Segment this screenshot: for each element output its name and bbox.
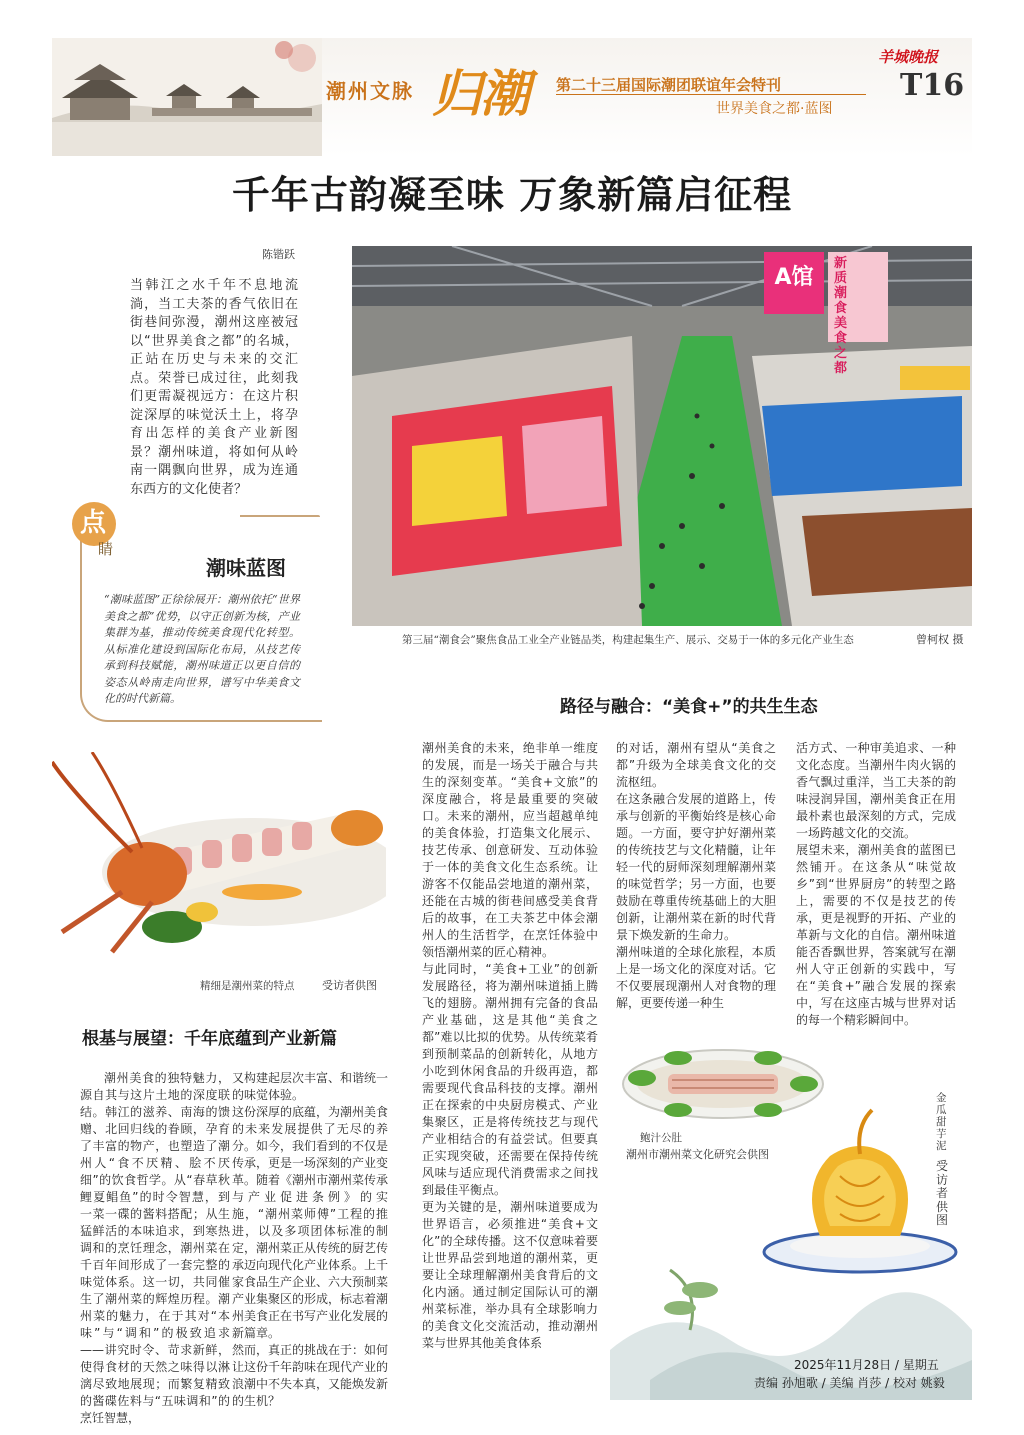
abalone-dish-credit: 潮州市潮州菜文化研究会供图	[626, 1148, 769, 1161]
taro-pumpkin-credit: 受访者供图	[936, 1159, 949, 1227]
highlight-text: “潮味蓝图”正徐徐展开：潮州依托“世界美食之都”优势，以守正创新为核，产业集群为基，推动传统美食现代化转型。从标准化建设到国际化布局，从技艺传承到科技赋能，潮州味道正以更自信的姿态从岭南走向世界，谱写中华美食文化的时代新篇。	[104, 593, 300, 705]
section2-title: 路径与融合：“美食+”的共生生态	[560, 697, 818, 717]
expo-sign-b: 新质潮食美食之都	[834, 256, 848, 376]
expo-hall-photo	[352, 246, 972, 626]
abalone-dish-caption: 鲍汁公肚	[640, 1132, 682, 1144]
intro-paragraph: 当韩江之水千年不息地流淌，当工夫茶的香气依旧在街巷间弥漫，潮州这座被冠以“世界美食之都”的名城，正站在历史与未来的交汇点。荣誉已成过往，此刻我们更需凝视远方：在这片积淀深厚的味觉沃土上，将孕育出怎样的美食产业新图景？潮州味道，将如何从岭南一隅飘向世界，成为连通东西方的文化使者？	[130, 278, 298, 497]
taro-pumpkin-caption: 金瓜甜芋泥	[936, 1092, 947, 1152]
expo-sign-a: A馆	[774, 265, 814, 290]
section2-column-3: 活方式、一种审美追求、一种文化态度。当潮州牛肉火锅的香气飘过重洋，当工夫茶的韵味浸润异国，潮州美食正在用最朴素也最深刻的方式，完成一场跨越文化的交流。 展望未来，潮州美食的蓝图已然铺开。在这条从“味觉故乡”到“世界厨房”的转型之路上，需要的不仅是技艺的传承，更是视野的开拓、产业的革新与文化的自信。潮州味道能否香飘世界，答案就写在潮州人守正创新的实践中，写在“美食+”融合发展的探索中，写在这座古城与世界对话的每一个精彩瞬间中。	[796, 741, 956, 1027]
footer-date: 2025年11月28日 / 星期五	[794, 1358, 939, 1372]
special-issue-title: 第二十三届国际潮团联谊年会特刊	[556, 76, 782, 94]
main-headline: 千年古韵凝至味 万象新篇启征程	[231, 172, 793, 217]
highlight-rule	[240, 515, 320, 517]
footer-editors: 责编 孙旭歌 / 美编 肖莎 / 校对 姚毅	[754, 1376, 945, 1390]
guichao-logo: 归潮	[432, 64, 528, 123]
expo-photo-credit: 曾柯权 摄	[916, 633, 964, 646]
section1-column-b: 又构建起层次丰富、和谐统一的味觉体验。 这份深厚的底蕴，为潮州美食的未来发展提供了无尽的养分。如今，我们看到的不仅是传承，更是一场深刻的产业变革。随着《潮州市潮州菜传承与产业促进条例》的实施，“潮州菜师傅”工程的推进，以及多项团体标准的制定，潮州菜正从传统的厨艺传承迈向现代化产业体系。上千家食品生产企业、六大预制菜产业集聚区的形成，标志着潮州美食正在书写产业化发展的新篇章。 然而，真正的挑战在于：如何让这份千年韵味在现代产业的浪潮中不失本真，又能焕发新的生机？	[232, 1071, 389, 1408]
column-name: 潮州文脉	[326, 79, 414, 103]
section-subtitle: 世界美食之都·蓝图	[716, 101, 833, 117]
lobster-photo-caption: 精细是潮州菜的特点	[200, 980, 295, 992]
lobster-dish-photo	[52, 752, 386, 970]
dian-label: 点	[80, 508, 107, 538]
section1-title: 根基与展望：千年底蕴到产业新篇	[82, 1029, 337, 1049]
expo-photo-caption: 第三届“潮食会”聚焦食品工业全产业链品类，构建起集生产、展示、交易于一体的多元化产业生态	[402, 634, 854, 646]
section2-column-2: 的对话，潮州有望从“美食之都”升级为全球美食文化的交流枢纽。 在这条融合发展的道路上，传承与创新的平衡始终是核心命题。一方面，要守护好潮州菜的传统技艺与文化精髓，让年轻一代的厨师深刻理解潮州菜的味觉哲学；另一方面，也要鼓励在尊重传统基础上的大胆创新，让潮州菜在新的时代背景下焕发新的生命力。 潮州味道的全球化旅程，本质上是一场文化的深度对话。它不仅要展现潮州人对食物的理解，更要传递一种生	[616, 741, 776, 1010]
newspaper-logo: 羊城晚报	[878, 48, 939, 66]
highlight-title: 潮味蓝图	[206, 556, 286, 580]
lobster-photo-credit: 受访者供图	[322, 979, 377, 992]
header-landscape-image	[52, 38, 322, 156]
jing-label: 睛	[98, 540, 114, 558]
taro-pumpkin-dish-photo	[760, 1096, 960, 1276]
section2-column-1: 潮州美食的未来，绝非单一维度的发展，而是一场关于融合与共生的深刻变革。“美食+文旅”的深度融合，将是最重要的突破口。未来的潮州，应当超越单纯的美食体验，打造集文化展示、技艺传承、创意研发、互动体验于一体的美食文化生态系统。让游客不仅能品尝地道的潮州菜，还能在古城的街巷间感受美食背后的故事，在工夫茶艺中体会潮州人的生活哲学，在烹饪体验中领悟潮州菜的匠心精神。 与此同时，“美食+工业”的创新发展路径，将为潮州味道插上腾飞的翅膀。潮州拥有完备的食品产业基础，这是其他“美食之都”难以比拟的优势。从传统菜肴到预制菜品的创新转化，从地方小吃到休闲食品的升级再造，都需要现代食品科技的支撑。潮州正在探索的中央厨房模式、产业集聚区，正是将传统技艺与现代产业相结合的有益尝试。但要真正实现突破，还需要在保持传统风味与适应现代消费需求之间找到最佳平衡点。 更为关键的是，潮州味道要成为世界语言，必须推进“美食+文化”的全球传播。这不仅意味着要让世界品尝到地道的潮州菜，更要让全球理解潮州美食背后的文化内涵。通过制定国际认可的潮州菜标准，举办具有全球影响力的美食文化交流活动，推动潮州菜与世界其他美食体系	[422, 741, 598, 1350]
header-divider	[556, 94, 866, 95]
page-number: T16	[900, 68, 965, 103]
section1-column-a: 潮州美食的独特魅力，源自其与这片土地的深度联结。韩江的滋养、南海的馈赠、北回归线的眷顾，孕育了丰富的物产，也塑造了潮州人“食不厌精、脍不厌细”的饮食哲学。从“春草秋鲤夏鲳鱼”的时令智慧，到一菜一碟的酱料搭配；从生猛鲜活的本味追求，到寒热调和的烹饪理念，潮州菜在千百年间形成了一套完整的味觉体系。这一切，共同催生了潮州菜的辉煌历程。潮州菜的魅力，在于其对“本味”与“调和”的极致追求——讲究时令、苛求新鲜，使得食材的天然之味得以淋漓尽致地展现；而繁复精致的酱碟佐料与“五味调和”的烹饪智慧，	[80, 1071, 230, 1425]
byline: 陈锴跃	[262, 248, 295, 261]
